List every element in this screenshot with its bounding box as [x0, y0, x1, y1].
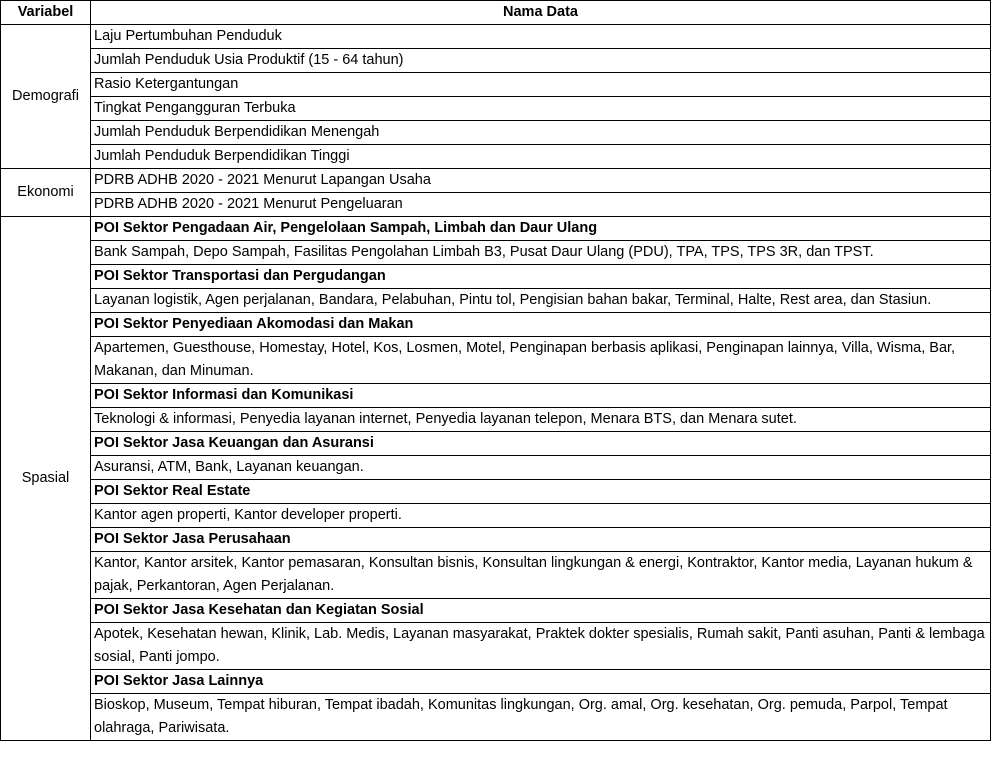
data-item: Jumlah Penduduk Usia Produktif (15 - 64 tahun) — [91, 49, 991, 73]
sector-title: POI Sektor Jasa Perusahaan — [91, 528, 991, 552]
table-row — [1, 694, 991, 741]
table-row — [1, 384, 991, 408]
sector-title: POI Sektor Jasa Kesehatan dan Kegiatan Sosial — [91, 599, 991, 623]
table-row — [1, 193, 991, 217]
header-row — [1, 1, 991, 25]
data-item: Tingkat Pengangguran Terbuka — [91, 97, 991, 121]
data-item: Rasio Ketergantungan — [91, 73, 991, 97]
table-row — [1, 408, 991, 432]
table-row — [1, 121, 991, 145]
sector-items: Teknologi & informasi, Penyedia layanan internet, Penyedia layanan telepon, Menara BTS, dan Menara sutet. — [91, 408, 991, 432]
sector-items: Bioskop, Museum, Tempat hiburan, Tempat ibadah, Komunitas lingkungan, Org. amal, Org. kesehatan, Org. pemuda, Parpol, Tempat olahraga, Pariwisata. — [91, 694, 991, 741]
table-row — [1, 313, 991, 337]
sector-items: Layanan logistik, Agen perjalanan, Bandara, Pelabuhan, Pintu tol, Pengisian bahan bakar, Terminal, Halte, Rest area, dan Stasiun. — [91, 289, 991, 313]
table-row — [1, 432, 991, 456]
table-row — [1, 552, 991, 599]
sector-title: POI Sektor Informasi dan Komunikasi — [91, 384, 991, 408]
table-row — [1, 145, 991, 169]
sector-items: Bank Sampah, Depo Sampah, Fasilitas Pengolahan Limbah B3, Pusat Daur Ulang (PDU), TPA, TPS, TPS 3R, dan TPST. — [91, 241, 991, 265]
data-item: Jumlah Penduduk Berpendidikan Tinggi — [91, 145, 991, 169]
table-row — [1, 217, 991, 241]
sector-items: Apotek, Kesehatan hewan, Klinik, Lab. Medis, Layanan masyarakat, Praktek dokter spesialis, Rumah sakit, Panti asuhan, Panti & lembaga sosial, Panti jompo. — [91, 623, 991, 670]
sector-title: POI Sektor Jasa Lainnya — [91, 670, 991, 694]
variable-demografi: Demografi — [1, 25, 91, 169]
table-row — [1, 169, 991, 193]
table-row — [1, 241, 991, 265]
sector-title: POI Sektor Real Estate — [91, 480, 991, 504]
table-row — [1, 49, 991, 73]
table-row — [1, 670, 991, 694]
table-row — [1, 528, 991, 552]
table-row — [1, 623, 991, 670]
table-row — [1, 480, 991, 504]
sector-items: Apartemen, Guesthouse, Homestay, Hotel, Kos, Losmen, Motel, Penginapan berbasis aplikasi, Penginapan lainnya, Villa, Wisma, Bar, Makanan, dan Minuman. — [91, 337, 991, 384]
table-row — [1, 599, 991, 623]
sector-items: Kantor, Kantor arsitek, Kantor pemasaran, Konsultan bisnis, Konsultan lingkungan & energi, Kontraktor, Kantor media, Layanan hukum & pajak, Perkantoran, Agen Perjalanan. — [91, 552, 991, 599]
table-row — [1, 25, 991, 49]
table-row — [1, 504, 991, 528]
table-row — [1, 289, 991, 313]
variable-spasial: Spasial — [1, 217, 91, 741]
table-row — [1, 97, 991, 121]
sector-items: Kantor agen properti, Kantor developer properti. — [91, 504, 991, 528]
table-row — [1, 337, 991, 384]
data-item: PDRB ADHB 2020 - 2021 Menurut Lapangan Usaha — [91, 169, 991, 193]
data-item: Jumlah Penduduk Berpendidikan Menengah — [91, 121, 991, 145]
data-item: PDRB ADHB 2020 - 2021 Menurut Pengeluaran — [91, 193, 991, 217]
variable-ekonomi: Ekonomi — [1, 169, 91, 217]
sector-title: POI Sektor Penyediaan Akomodasi dan Makan — [91, 313, 991, 337]
table-row — [1, 265, 991, 289]
sector-title: POI Sektor Pengadaan Air, Pengelolaan Sampah, Limbah dan Daur Ulang — [91, 217, 991, 241]
sector-items: Asuransi, ATM, Bank, Layanan keuangan. — [91, 456, 991, 480]
header-nama-data: Nama Data — [91, 1, 991, 25]
table-row — [1, 73, 991, 97]
sector-title: POI Sektor Transportasi dan Pergudangan — [91, 265, 991, 289]
header-variabel: Variabel — [1, 1, 91, 25]
table-row — [1, 456, 991, 480]
sector-title: POI Sektor Jasa Keuangan dan Asuransi — [91, 432, 991, 456]
data-item: Laju Pertumbuhan Penduduk — [91, 25, 991, 49]
